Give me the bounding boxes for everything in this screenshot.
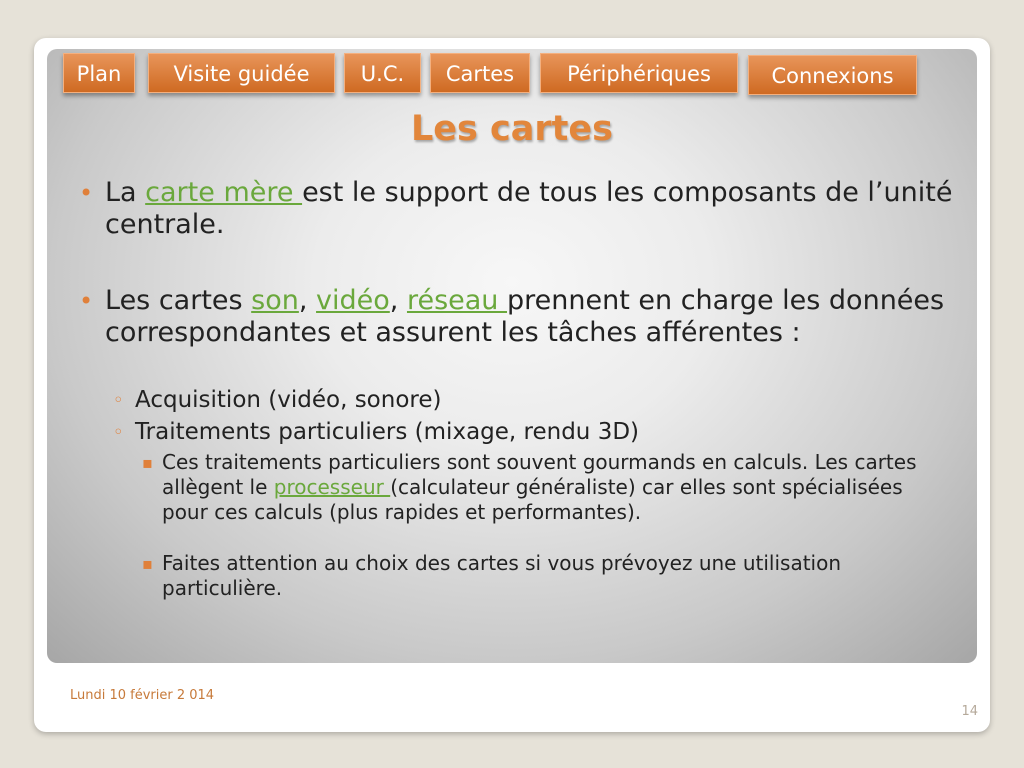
p2-sep-1: , <box>298 285 317 316</box>
subsub1-text-before: Ces traitements particuliers sont souvent gourmands en calculs. Les cartes allègent le <box>162 450 917 499</box>
sub1-text: Acquisition (vidéo, sonore) <box>135 387 442 413</box>
bullet-carte-mere <box>79 177 965 241</box>
bullet-dot-icon: • <box>79 287 94 315</box>
tab-cartes[interactable]: Cartes <box>430 53 530 93</box>
link-video[interactable]: vidéo <box>316 285 390 316</box>
page-number: 14 <box>961 704 978 719</box>
slide-title: Les cartes <box>411 109 613 149</box>
dot-bullet-icon: ▪ <box>142 554 153 573</box>
tab-peripheriques[interactable]: Périphériques <box>540 53 738 93</box>
sub2-text: Traitements particuliers (mixage, rendu 3D) <box>135 419 640 445</box>
slide-panel <box>47 49 977 663</box>
bullet-cartes <box>79 285 965 349</box>
sub-bullet-traitements <box>113 417 955 448</box>
bullet-dot-icon: • <box>79 179 94 207</box>
sub-bullet-acquisition <box>113 385 955 416</box>
subsub-bullet-processeur <box>142 450 952 525</box>
p1-text-after: est le support de tous les composants de l’unité centrale. <box>105 177 953 240</box>
link-reseau[interactable]: réseau <box>406 285 508 316</box>
p1-text-before: La <box>105 177 146 208</box>
link-son[interactable]: son <box>251 285 299 316</box>
circle-bullet-icon: ◦ <box>113 422 124 443</box>
tab-connexions[interactable]: Connexions <box>748 55 917 95</box>
subsub2-text: Faites attention au choix des cartes si vous prévoyez une utilisation particulière. <box>162 551 842 600</box>
tab-visite-guidee[interactable]: Visite guidée <box>148 53 335 93</box>
dot-bullet-icon: ▪ <box>142 453 153 472</box>
circle-bullet-icon: ◦ <box>113 390 124 411</box>
footer-date: Lundi 10 février 2 014 <box>70 688 215 703</box>
p2-text-before: Les cartes <box>105 285 252 316</box>
tab-uc[interactable]: U.C. <box>344 53 421 93</box>
p2-text-after: prennent en charge les données correspondantes et assurent les tâches afférentes : <box>105 285 945 348</box>
link-carte-mere[interactable]: carte mère <box>145 177 303 208</box>
subsub1-text-after: (calculateur généraliste) car elles sont spécialisées pour ces calculs (plus rapides et performantes). <box>162 475 903 524</box>
tab-plan[interactable]: Plan <box>63 53 135 93</box>
link-processeur[interactable]: processeur <box>273 475 391 499</box>
subsub-bullet-attention <box>142 551 952 601</box>
p2-sep-2: , <box>389 285 407 316</box>
